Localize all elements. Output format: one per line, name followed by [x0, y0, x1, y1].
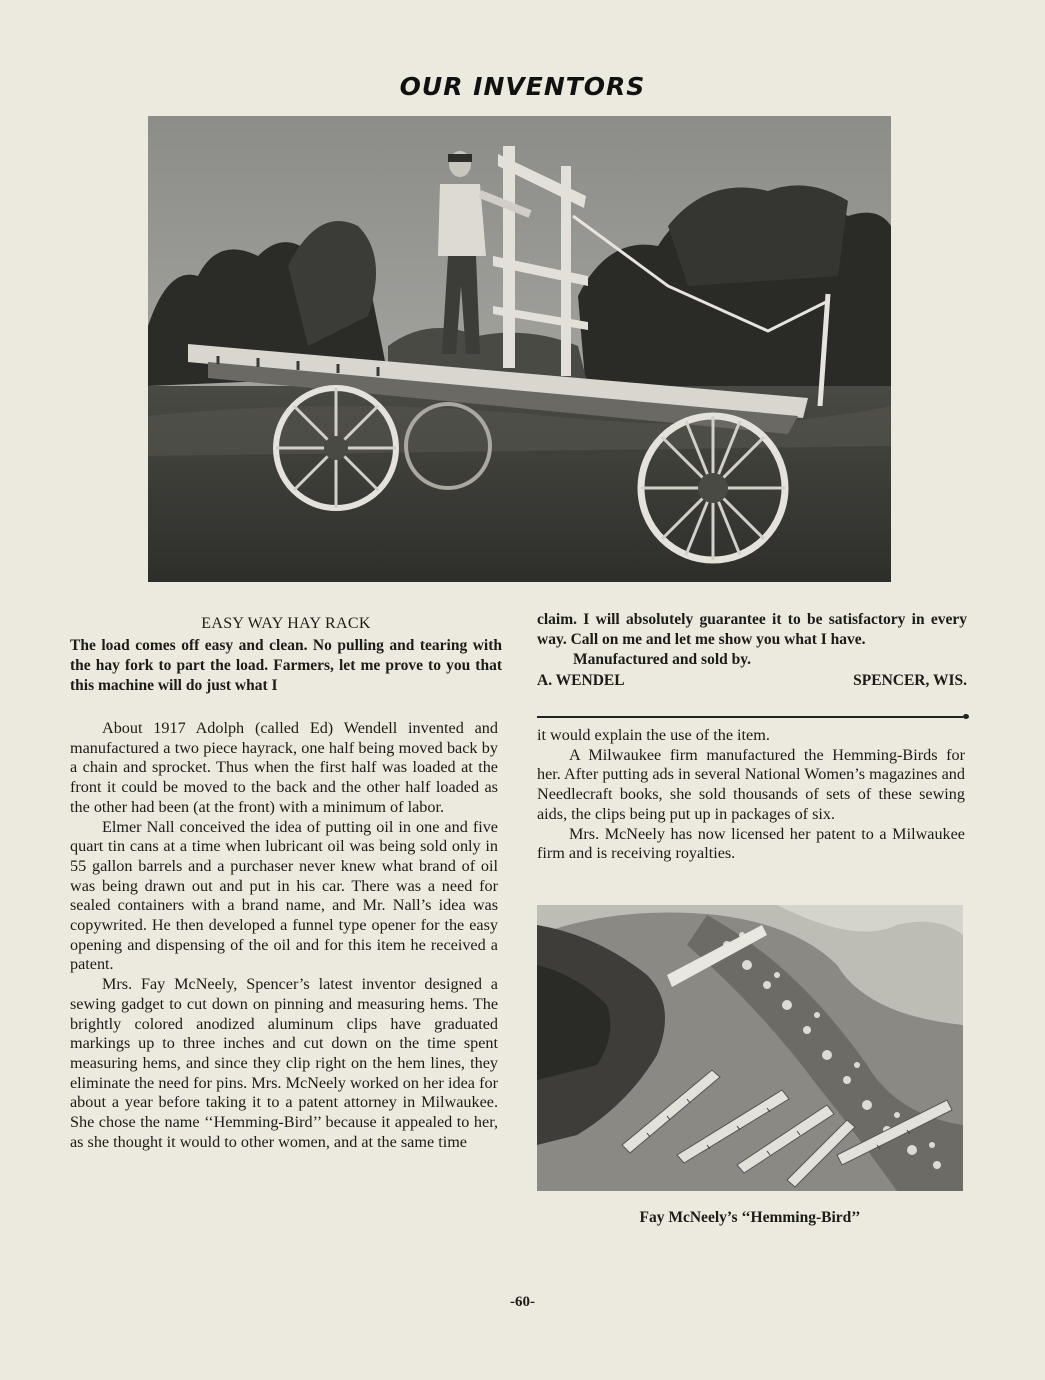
paragraph-continued: it would explain the use of the item. — [537, 726, 770, 744]
ad-block — [70, 614, 502, 696]
paragraph-mcneely: Mrs. Fay McNeely, Spencer’s latest inventor designed a sewing gadget to cut down on pinning and measuring hems. The brightly colored anodized aluminum clips have graduated markings up to three inches and cut down on the time spent measuring hems, and since they clip right on the hem lines, they eliminate the need for pins. Mrs. McNeely worked on her idea for about a year before taking it to a patent attorney in Milwaukee. She chose the name ‘‘Hemming-Bird’’ because it appealed to her, as she thought it would to other women, and at the same time — [70, 975, 498, 1151]
page-number: -60- — [510, 1294, 535, 1310]
ad-signature — [537, 671, 967, 691]
ad-text-left: The load comes off easy and clean. No pulling and tearing with the hay fork to part the load. Farmers, let me prove to you that this machine will do just what I — [70, 637, 502, 694]
paragraph-wendell: About 1917 Adolph (called Ed) Wendell invented and manufactured a two piece hayrack, one half being moved back by a chain and sprocket. Thus when the first half was loaded at the front it could be moved to the back and the other half loaded as the other had been (at the front) with a minimum of labor. — [70, 719, 498, 816]
left-column — [70, 719, 498, 1152]
ad-made-by: Manufactured and sold by. — [573, 651, 752, 668]
divider-rule — [537, 716, 963, 718]
ad-place: SPENCER, WIS. — [853, 672, 967, 689]
paragraph-nall: Elmer Nall conceived the idea of putting oil in one and five quart tin cans at a time when lubricant oil was being sold only in 55 gallon barrels and a purchaser never knew what brand of oil was being drawn out and put in his car. There was a need for sealed containers with a brand name, and Mr. Nall’s idea was copywrited. He then developed a funnel type opener for the easy opening and dispensing of the oil and for this item he received a patent. — [70, 817, 498, 974]
ad-title: EASY WAY HAY RACK — [201, 615, 371, 632]
ad-text-right: claim. I will absolutely guarantee it to be satisfactory in every way. Call on me and let me show you what I have. — [537, 611, 967, 648]
paragraph-milwaukee-firm: A Milwaukee firm manufactured the Hemming-Birds for her. After putting ads in several National Women’s magazines and Needlecraft books, she sold thousands of sets of these sewing aids, the clips being put up in packages of six. — [537, 745, 965, 823]
paragraph-license: Mrs. McNeely has now licensed her patent to a Milwaukee firm and is receiving royalties. — [537, 824, 965, 863]
page-title: OUR INVENTORS — [399, 72, 646, 101]
ad-name: A. WENDEL — [537, 672, 625, 689]
hayrack-photo — [148, 116, 891, 582]
right-column — [537, 726, 965, 864]
ad-continued — [537, 610, 967, 691]
hemming-bird-photo — [537, 905, 963, 1191]
photo-caption: Fay McNeely’s ‘‘Hemming-Bird’’ — [639, 1209, 861, 1226]
